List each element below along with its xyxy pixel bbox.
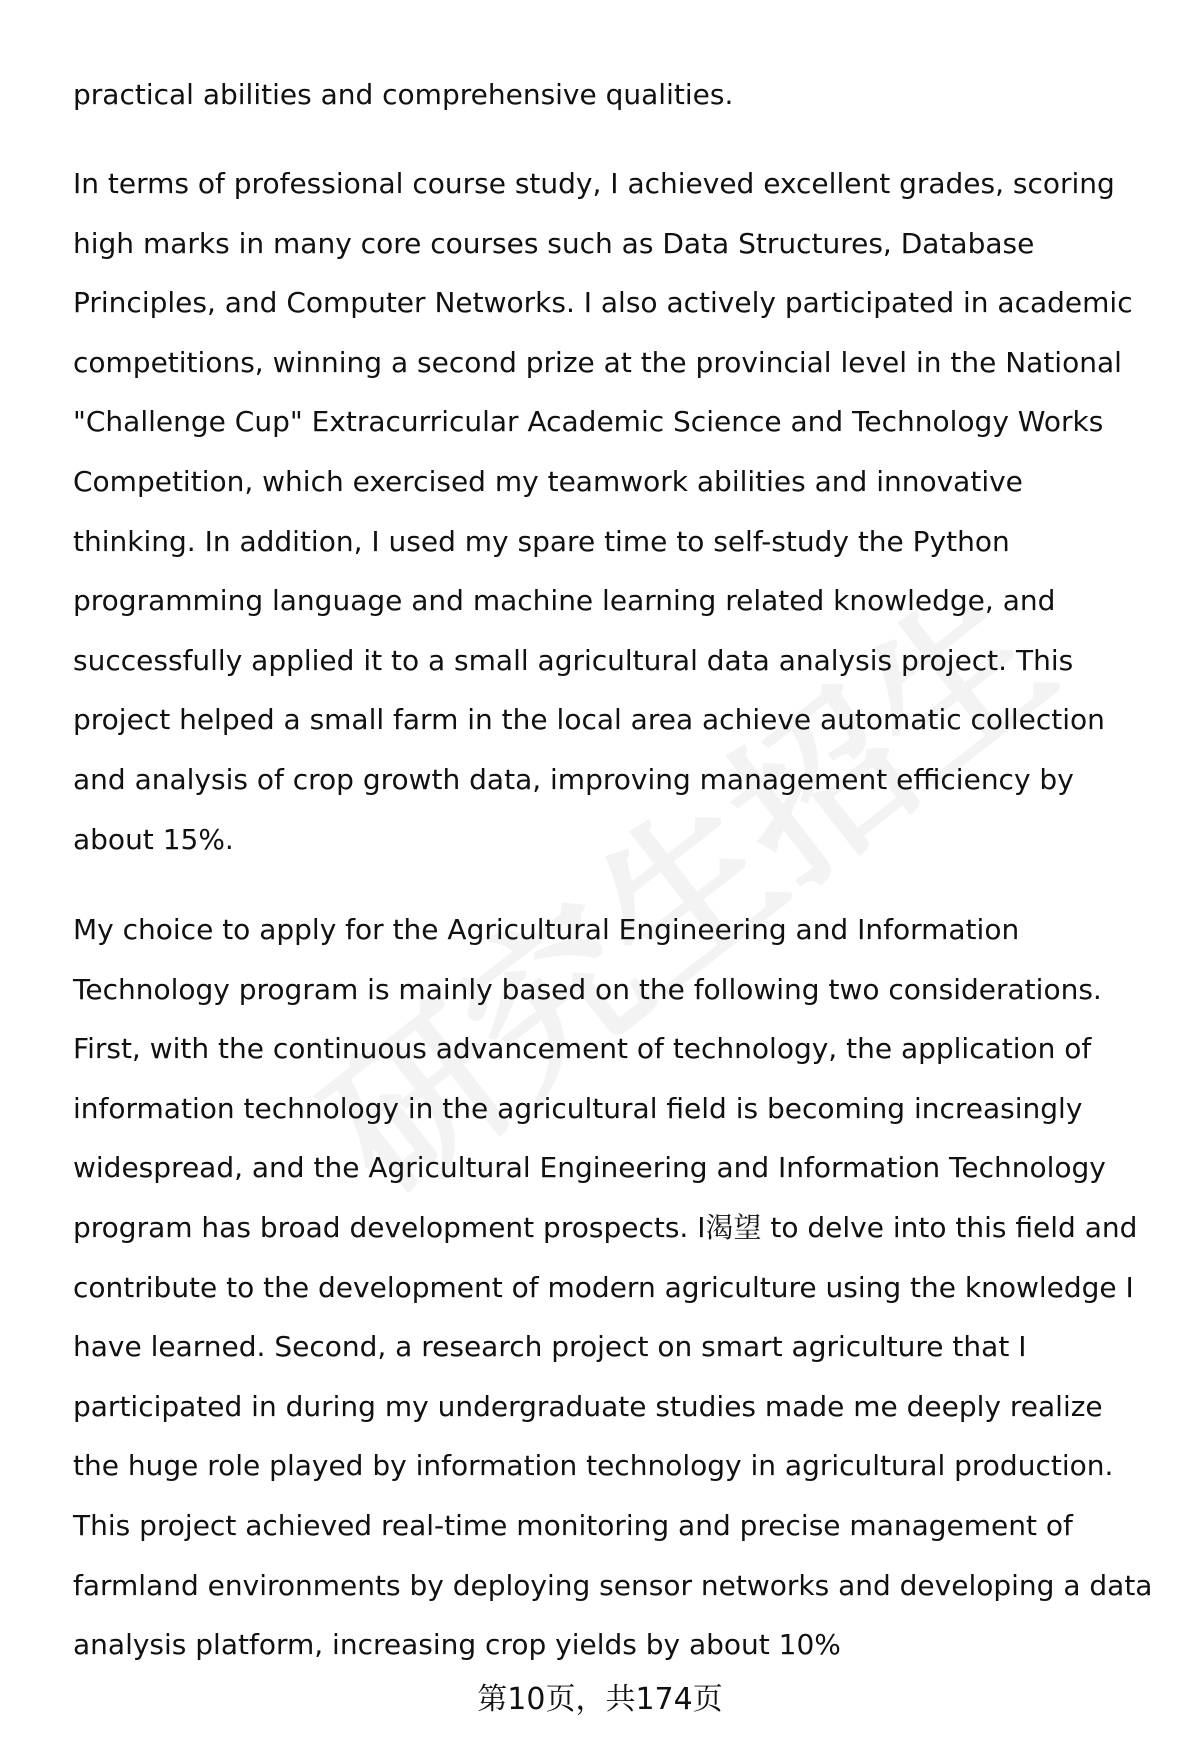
paragraph-text: My choice to apply for the Agricultural Engineering and Information Technology program is mainly based on the following two considerations. First, with the continuous advancement of technology, the application of information technology in the agricultural field is becoming increasingly widespread, and the Agricultural Engineering and Information Technology program has broad development prospects. I渴望 to delve into this field and contribute to the development of modern agriculture using the knowledge I have learned. Second, a research project on smart agriculture that I participated in during my undergraduate studies made me deeply realize the huge role played by information technology in agricultural production. This project achieved real-time monitoring and precise management of farmland environments by deploying sensor networks and developing a data analysis platform, increasing crop yields by about 10%: [73, 913, 1153, 1662]
paragraph-text: In terms of professional course study, I achieved excellent grades, scoring high marks in many core courses such as Data Structures, Database Principles, and Computer Networks. I also actively participated in academic competitions, winning a second prize at the provincial level in the National "Challenge Cup" Extracurricular Academic Science and Technology Works Competition, which exercised my teamwork abilities and innovative thinking. In addition, I used my spare time to self-study the Python programming language and machine learning related knowledge, and successfully applied it to a small agricultural data analysis project. This project helped a small farm in the local area achieve automatic collection and analysis of crop growth data, improving management efficiency by about 15%.: [73, 167, 1133, 856]
paragraph-coursework: [73, 154, 1153, 869]
paragraph-text: practical abilities and comprehensive qualities.: [73, 78, 734, 111]
page-number-footer: 第10页，共174页: [477, 1682, 723, 1717]
paragraph-motivation: [73, 900, 1153, 1675]
paragraph-continuation: [73, 65, 1153, 125]
